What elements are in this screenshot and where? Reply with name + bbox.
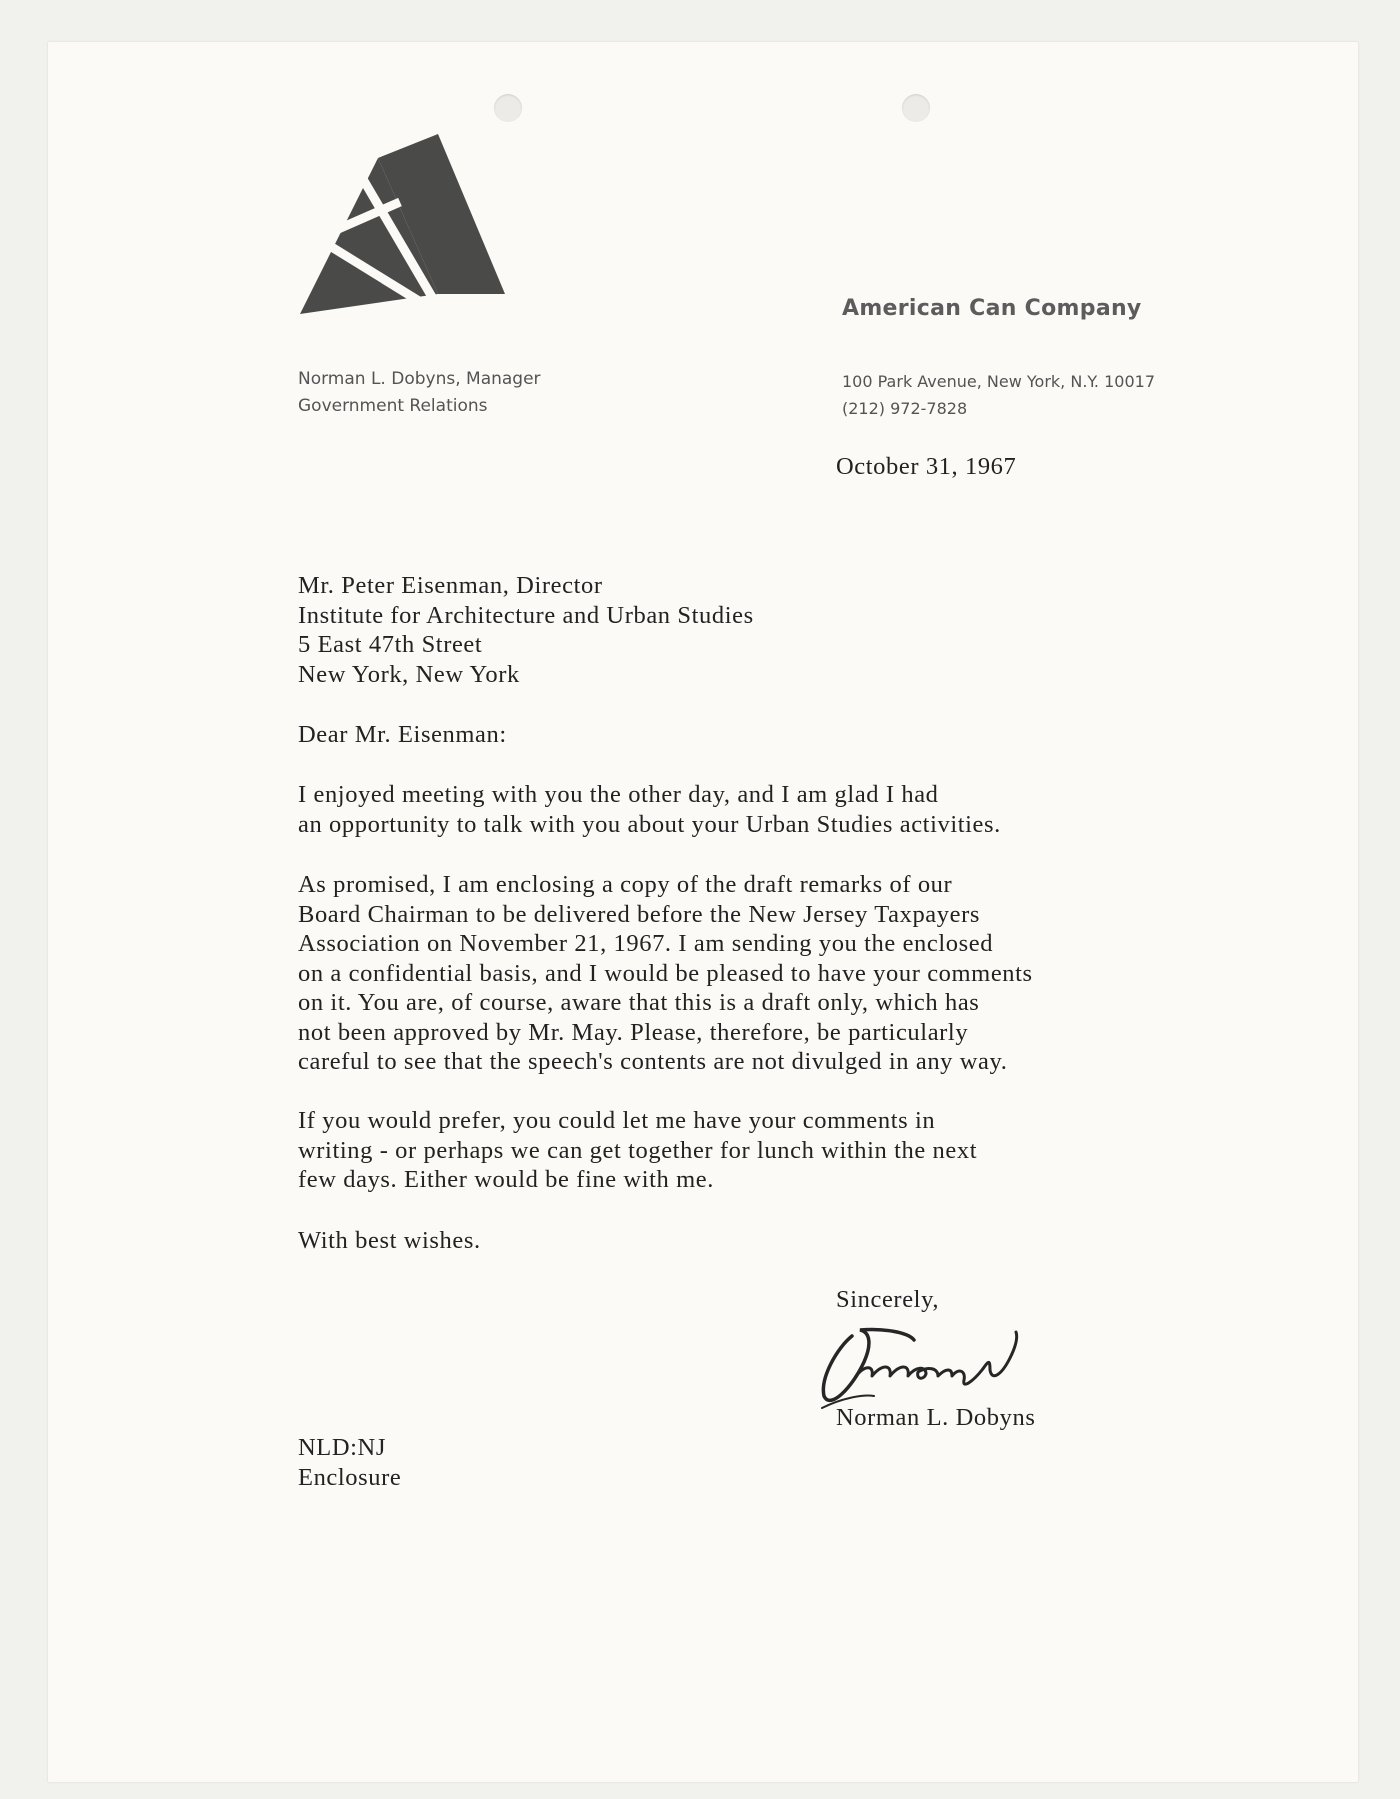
- handwritten-signature-icon: [812, 1318, 1052, 1413]
- reference-block: [298, 1433, 401, 1492]
- paragraph-line: If you would prefer, you could let me have your comments in: [298, 1107, 936, 1134]
- paragraph-line: not been approved by Mr. May. Please, therefore, be particularly: [298, 1018, 969, 1046]
- sender-department: Government Relations: [298, 396, 488, 416]
- paragraph-line: on it. You are, of course, aware that this is a draft only, which has: [298, 989, 980, 1016]
- paragraph-line: an opportunity to talk with you about your Urban Studies activities.: [298, 810, 1001, 838]
- closing-wishes: With best wishes.: [298, 1227, 481, 1254]
- paragraph-line: Board Chairman to be delivered before the New Jersey Taxpayers: [298, 900, 980, 928]
- sender-name-title: Norman L. Dobyns, Manager: [298, 369, 541, 389]
- salutation: Dear Mr. Eisenman:: [298, 721, 507, 748]
- stylized-a-logo-icon: [300, 134, 505, 314]
- paragraph-line: Association on November 21, 1967. I am sending you the enclosed: [298, 930, 994, 957]
- signer-name: Norman L. Dobyns: [836, 1404, 1036, 1431]
- enclosure-note: Enclosure: [298, 1463, 402, 1491]
- recipient-address-block: [298, 571, 754, 689]
- company-name: American Can Company: [842, 296, 1142, 321]
- paragraph-line: I enjoyed meeting with you the other day, and I am glad I had: [298, 781, 939, 808]
- paragraph-line: on a confidential basis, and I would be pleased to have your comments: [298, 959, 1033, 987]
- body-paragraph-2: [298, 870, 1033, 1077]
- body-paragraph-1: [298, 780, 1001, 839]
- body-paragraph-3: [298, 1106, 977, 1195]
- company-phone: (212) 972-7828: [842, 399, 968, 418]
- punch-hole-left: [494, 94, 522, 122]
- company-address: 100 Park Avenue, New York, N.Y. 10017: [842, 372, 1155, 391]
- closing-sincerely: Sincerely,: [836, 1286, 940, 1313]
- punch-hole-right: [902, 94, 930, 122]
- paragraph-line: few days. Either would be fine with me.: [298, 1166, 714, 1193]
- reference-initials: NLD:NJ: [298, 1434, 386, 1461]
- paragraph-line: writing - or perhaps we can get together for lunch within the next: [298, 1136, 978, 1164]
- recipient-line: New York, New York: [298, 660, 520, 688]
- paragraph-line: careful to see that the speech's contents are not divulged in any way.: [298, 1048, 1008, 1075]
- letter-date: October 31, 1967: [836, 453, 1017, 480]
- recipient-line: Mr. Peter Eisenman, Director: [298, 572, 603, 599]
- recipient-line: 5 East 47th Street: [298, 631, 483, 658]
- paragraph-line: As promised, I am enclosing a copy of the draft remarks of our: [298, 871, 953, 898]
- recipient-line: Institute for Architecture and Urban Studies: [298, 601, 754, 629]
